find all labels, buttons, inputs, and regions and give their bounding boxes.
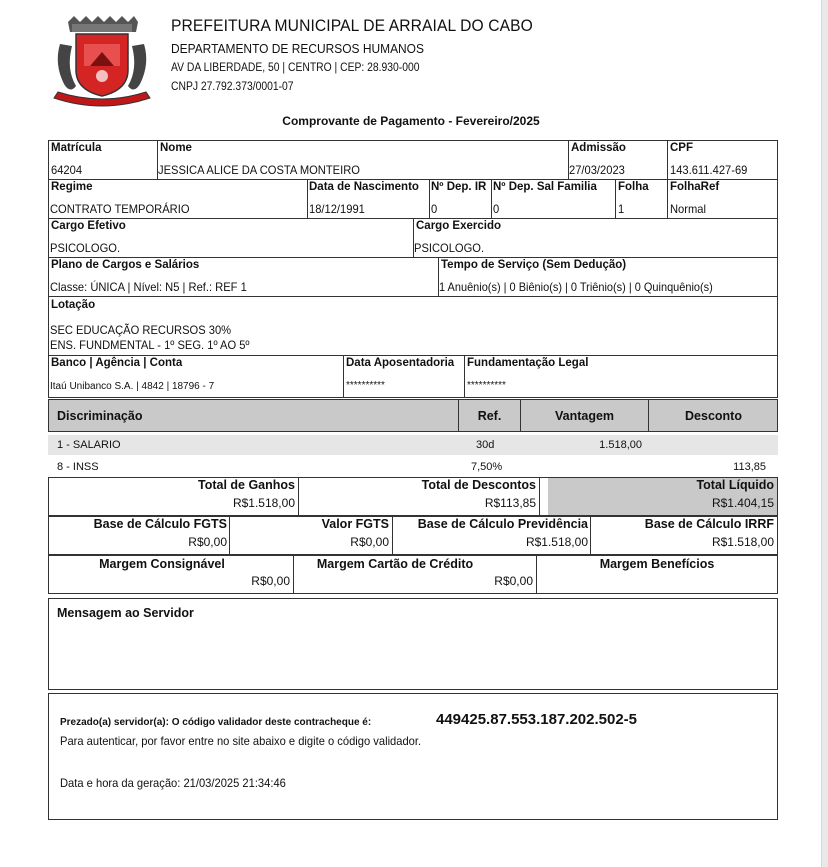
page-edge xyxy=(821,0,828,867)
validator-text: Prezado(a) servidor(a): O código validador deste contracheque é: xyxy=(60,717,372,728)
generation-timestamp: Data e hora da geração: 21/03/2025 21:34:46 xyxy=(60,776,286,790)
aposentadoria-value: ********** xyxy=(346,380,385,391)
fgts-base-value: R$0,00 xyxy=(188,535,227,549)
dep-sal-value: 0 xyxy=(493,202,500,216)
col-ref: Ref. xyxy=(477,409,502,423)
row-desc: 1 - SALARIO xyxy=(57,439,121,451)
aposentadoria-label: Data Aposentadoria xyxy=(346,357,455,369)
dep-ir-label: Nº Dep. IR xyxy=(431,181,487,193)
folha-value: 1 xyxy=(618,202,625,216)
nascimento-label: Data de Nascimento xyxy=(309,181,419,193)
plano-value: Classe: ÚNICA | Nível: N5 | Ref.: REF 1 xyxy=(50,280,247,294)
lotacao-label: Lotação xyxy=(51,299,96,311)
margem-beneficios-label: Margem Benefícios xyxy=(599,557,715,571)
previdencia-base-value: R$1.518,00 xyxy=(525,535,588,549)
margem-cartao-label: Margem Cartão de Crédito xyxy=(316,557,474,571)
org-address: AV DA LIBERDADE, 50 | CENTRO | CEP: 28.930-000 xyxy=(171,62,420,74)
row-ref: 7,50% xyxy=(471,461,503,473)
cpf-label: CPF xyxy=(670,142,693,154)
row-desconto: 113,85 xyxy=(733,461,766,473)
total-ganhos-value: R$1.518,00 xyxy=(232,496,295,510)
fgts-base-label: Base de Cálculo FGTS xyxy=(93,517,227,531)
matricula-value: 64204 xyxy=(51,163,83,177)
admissao-label: Admissão xyxy=(571,142,626,154)
tempo-label: Tempo de Serviço (Sem Dedução) xyxy=(441,259,627,271)
dep-ir-value: 0 xyxy=(431,202,438,216)
total-descontos-value: R$113,85 xyxy=(484,496,536,510)
lotacao-value-1: SEC EDUCAÇÃO RECURSOS 30% xyxy=(50,323,232,337)
fundamentacao-value: ********** xyxy=(467,380,506,391)
cargo-efetivo-value: PSICOLOGO. xyxy=(50,241,121,255)
total-liquido-label: Total Líquido xyxy=(696,478,774,492)
tempo-value: 1 Anuênio(s) | 0 Biênio(s) | 0 Triênio(s) | 0 Quinquênio(s) xyxy=(439,280,713,294)
fundamentacao-label: Fundamentação Legal xyxy=(467,357,589,369)
folharef-value: Normal xyxy=(670,202,706,216)
previdencia-base-label: Base de Cálculo Previdência xyxy=(417,517,588,531)
cargo-exercido-value: PSICOLOGO. xyxy=(414,241,485,255)
margem-cartao-value: R$0,00 xyxy=(494,574,533,588)
nome-label: Nome xyxy=(160,142,192,154)
lotacao-value-2: ENS. FUNDMENTAL - 1º SEG. 1º AO 5º xyxy=(50,338,250,352)
admissao-value: 27/03/2023 xyxy=(569,163,625,177)
cpf-value: 143.611.427-69 xyxy=(670,163,748,177)
row-ref: 30d xyxy=(476,439,495,451)
margem-consignavel-value: R$0,00 xyxy=(251,574,290,588)
validator-code: 449425.87.553.187.202.502-5 xyxy=(436,711,638,728)
banco-label: Banco | Agência | Conta xyxy=(51,357,183,369)
total-ganhos-label: Total de Ganhos xyxy=(198,478,295,492)
cargo-efetivo-label: Cargo Efetivo xyxy=(51,220,126,232)
total-descontos-label: Total de Descontos xyxy=(421,478,536,492)
row-vantagem: 1.518,00 xyxy=(599,439,642,451)
table-row xyxy=(48,435,778,455)
org-name: PREFEITURA MUNICIPAL DE ARRAIAL DO CABO xyxy=(171,16,533,35)
col-desconto: Desconto xyxy=(685,409,742,423)
col-vantagem: Vantagem xyxy=(554,409,615,423)
regime-value: CONTRATO TEMPORÁRIO xyxy=(50,202,190,216)
folharef-label: FolhaRef xyxy=(670,181,720,193)
nascimento-value: 18/12/1991 xyxy=(309,202,365,216)
folha-label: Folha xyxy=(618,181,649,193)
fgts-valor-label: Valor FGTS xyxy=(321,517,389,531)
department-name: DEPARTAMENTO DE RECURSOS HUMANOS xyxy=(171,41,424,56)
banco-value: Itaú Unibanco S.A. | 4842 | 18796 - 7 xyxy=(50,381,215,392)
document-title: Comprovante de Pagamento - Fevereiro/2025 xyxy=(282,114,540,128)
validator-box xyxy=(48,693,778,820)
irrf-base-label: Base de Cálculo IRRF xyxy=(644,517,774,531)
fgts-valor-value: R$0,00 xyxy=(350,535,389,549)
col-discriminacao: Discriminação xyxy=(57,409,143,423)
nome-value: JESSICA ALICE DA COSTA MONTEIRO xyxy=(158,163,360,177)
org-cnpj: CNPJ 27.792.373/0001-07 xyxy=(171,81,294,93)
total-liquido-value: R$1.404,15 xyxy=(711,496,774,510)
dep-sal-label: Nº Dep. Sal Familia xyxy=(493,181,597,193)
plano-label: Plano de Cargos e Salários xyxy=(51,259,200,271)
mensagem-label: Mensagem ao Servidor xyxy=(57,606,194,620)
margem-consignavel-label: Margem Consignável xyxy=(99,557,225,571)
matricula-label: Matrícula xyxy=(51,142,102,154)
row-desc: 8 - INSS xyxy=(57,461,99,473)
regime-label: Regime xyxy=(51,181,93,193)
coat-of-arms-logo xyxy=(50,14,154,110)
irrf-base-value: R$1.518,00 xyxy=(711,535,774,549)
validator-instructions: Para autenticar, por favor entre no site abaixo e digite o código validador. xyxy=(60,734,422,748)
cargo-exercido-label: Cargo Exercido xyxy=(416,220,501,232)
